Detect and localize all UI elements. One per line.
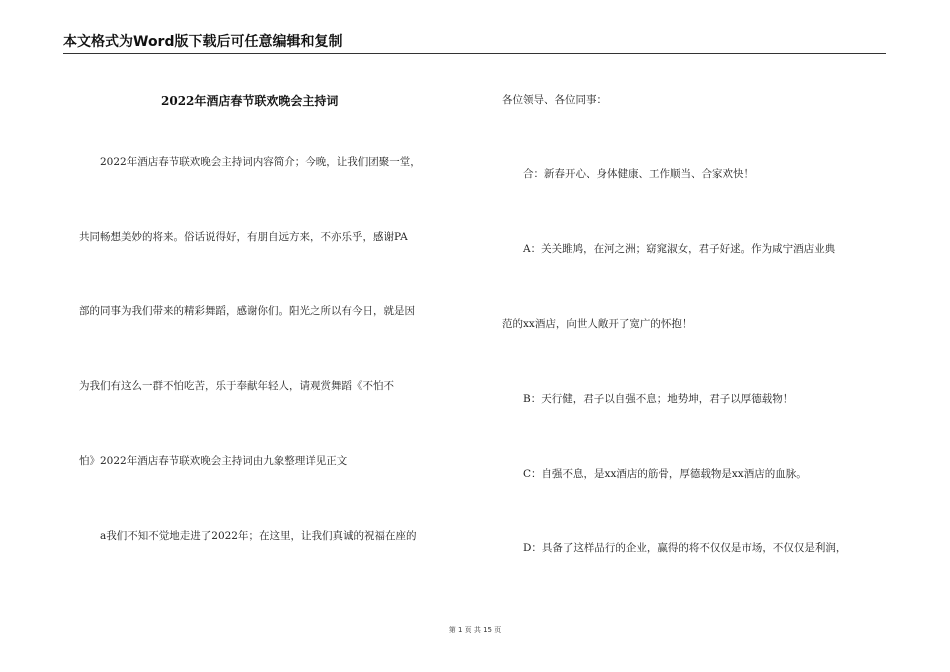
left-paragraph-line: 2022年酒店春节联欢晚会主持词内容简介；今晚，让我们团聚一堂， — [100, 156, 421, 168]
page-footer: 第 1 页 共 15 页 — [448, 626, 502, 634]
right-paragraph-line: 合：新春开心、身体健康、工作顺当、合家欢快！ — [523, 168, 754, 180]
left-paragraph-line: 共同畅想美妙的将来。俗话说得好，有朋自远方来，不亦乐乎，感谢PA — [79, 231, 408, 243]
left-paragraph-line: a我们不知不觉地走进了2022年；在这里，让我们真诚的祝福在座的 — [100, 530, 417, 542]
right-paragraph-line: C：自强不息，是xx酒店的筋骨，厚德载物是xx酒店的血脉。 — [523, 468, 807, 480]
right-paragraph-line: A：关关雎鸠，在河之洲；窈窕淑女，君子好逑。作为咸宁酒店业典 — [523, 243, 836, 255]
document-title: 2022年酒店春节联欢晚会主持词 — [161, 94, 339, 108]
page-header — [63, 33, 886, 54]
right-paragraph-line: B：天行健，君子以自强不息；地势坤，君子以厚德载物！ — [523, 393, 794, 405]
right-paragraph-line: 各位领导、各位同事： — [502, 94, 607, 106]
right-paragraph-line: D：具备了这样品行的企业，赢得的将不仅仅是市场，不仅仅是利润， — [523, 542, 847, 554]
left-paragraph-line: 部的同事为我们带来的精彩舞蹈，感谢你们。阳光之所以有今日，就是因 — [79, 305, 415, 317]
left-paragraph-line: 为我们有这么一群不怕吃苦，乐于奉献年轻人，请观赏舞蹈《不怕不 — [79, 380, 394, 392]
right-paragraph-line: 范的xx酒店，向世人敞开了宽广的怀抱！ — [502, 318, 693, 330]
left-paragraph-line: 怕》2022年酒店春节联欢晚会主持词由九象整理详见正文 — [79, 455, 348, 467]
header-text: 本文格式为Word版下载后可任意编辑和复制 — [63, 34, 343, 50]
